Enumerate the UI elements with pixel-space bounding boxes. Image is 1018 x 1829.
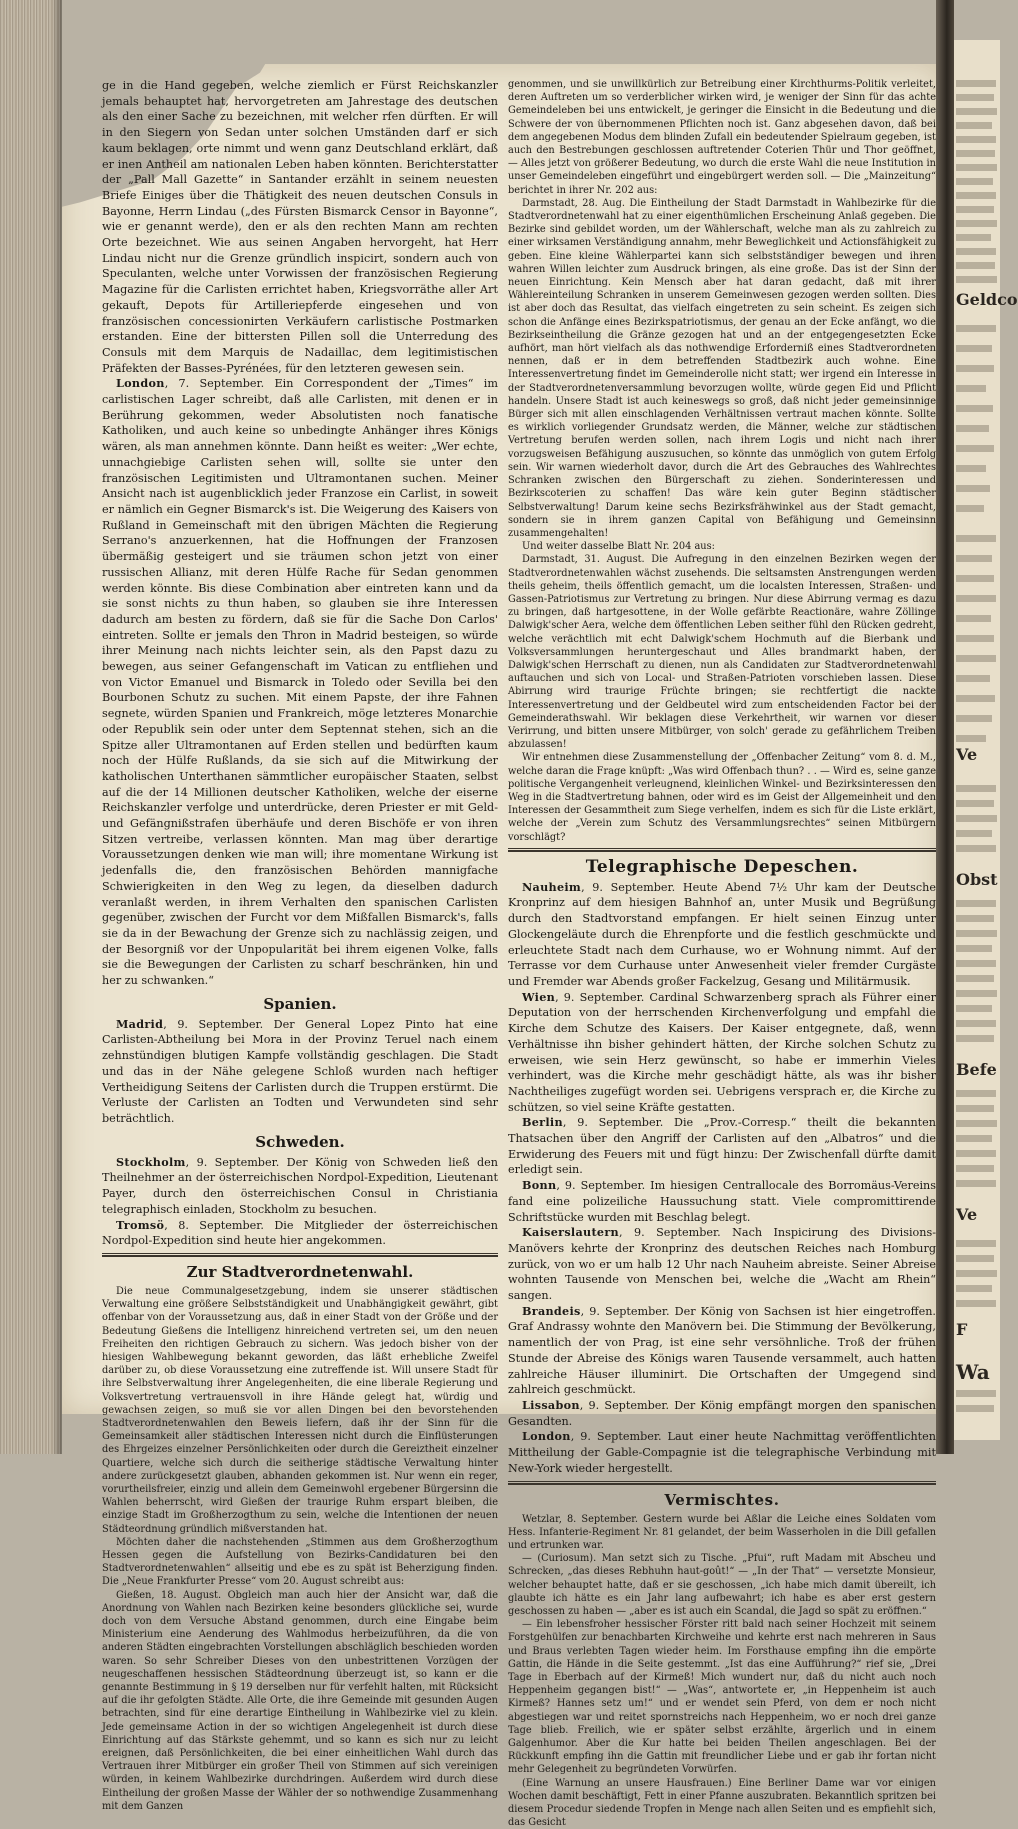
wahl-continued: genommen, und sie unwillkürlich zur Betreibung einer Kirchthurms-Politik verleitet, deren Auftreten um so verderblicher wirken wird, je weniger der Sinn für das achte Gemeindeleben bei uns entwickelt, je geringer die Einsicht in die Bedeutung und die Schwere der von übernommenen Pflichten noch ist. Ganz abgesehen davon, daß bei dem angegebenen Modus dem blinden Zufall ein bedeutender Spielraum gegeben, ist auch den Bestrebungen geschlossen auftretender Coterien Thür und Thor geöffnet, — Alles jetzt von größerer Bedeutung, wo durch die erste Wahl die neue Institution in unser Gemeindeleben eingeführt und eingebürgert werden soll. — Die „Mainzeitung“ berichtet in ihrer Nr. 202 aus: (508, 79, 936, 196)
adjacent-page (954, 40, 1018, 1440)
divider (508, 1483, 936, 1485)
article-london-2-text: , 9. September. Laut einer heute Nachmittag veröffentlichten Mittheilung der Gable-Compagnie ist die telegraphische Verbindung mit New-York wieder hergestellt. (508, 1430, 936, 1475)
article-offenbach: Wir entnehmen diese Zusammenstellung der „Offenbacher Zeitung“ vom 8. d. M., welche daran die Frage knüpft: „Was wird Offenbach thun? . . — Wird es, seine ganze politische Vergangenheit verleugnend, kleinlichen Winkel- und Bezirksinteressen den Weg in die Stadtvertretung bahnen, oder wird es im Geist der Allgemeinheit und den Interessen der Gesammtheit zum Siege verhelfen, indem es sich für die Liste erklärt, welche der „Verein zum Schutz des Versammlungsrechtes“ seinen Mitbürgern vorschlägt? (508, 752, 936, 843)
section-heading-spanien: Spanien. (263, 994, 337, 1013)
section-heading-schweden: Schweden. (255, 1132, 345, 1151)
article-continued: ge in die Hand gegeben, welche ziemlich er Fürst Reichskanzler jemals behauptet hat, hervorgetreten am Jahrestage des deutschen als den einer Sache zu bezeichnen, mit welcher rfen dürften. Er will in den Siegern von Sedan unter solchen Umständen darf er sich kaum beklagen, orte nimmt und wenn ganz Deutschland erklärt, daß er inen Antheil am nationalen Leben haben könnten. Berichterstatter der „Pall Mall Gazette“ in Santander erzählt in seinem neuesten Briefe Einiges über die Thätigkeit des neuen deutschen Consuls in Bayonne, Herrn Lindau („des Fürsten Bismarck Censor in Bayonne“, wie er genannt werde), den er als den rechten Mann am rechten Orte bezeichnet. Wie aus seinen Angaben hervorgeht, hat Herr Lindau nicht nur die Grenze gründlich inspicirt, sondern auch von Speculanten, welche unter Vorwissen der französischen Regierung Magazine für die Carlisten errichtet haben, Kriegsvorräthe aller Art gekauft, Depots für Artilleriepferde eingesehen und von französischen concessionirten Verkäufern carlistische Postmarken erstanden. Eine der bittersten Pillen soll die Unterredung des Consuls mit dem Marquis de Nadaillac, dem legitimistischen Präfekten der Basses-Pyrénées, für den letzteren gewesen sein. (102, 79, 498, 375)
section-heading-vermischtes: Vermischtes. (664, 1490, 780, 1509)
adjacent-heading-5: Ve (956, 1205, 978, 1224)
article-madrid-text: , 9. September. Der General Lopez Pinto hat eine Carlisten-Abtheilung bei Mora in der Provinz Teruel nach einem zehnstündigen blutigen Kampfe vollständig geschlagen. Die Stadt und das in der Nähe gelegene Schloß wurden nach heftiger Vertheidigung Seitens der Carlisten durch die Truppen erstürmt. Die Verluste der Carlisten an Todten und Verwundeten sind sehr beträchtlich. (102, 1017, 498, 1125)
article-wien-text: , 9. September. Cardinal Schwarzenberg sprach als Führer einer Deputation von der herrschenden Kirchenverfolgung und empfahl die Kirche dem Schutze des Kaisers. Der Kaiser entgegnete, daß, wenn Verhältnisse ihn bisher gehindert hätten, der Kirche solchen Schutz zu erweisen, wie sein Herz gewünscht, so habe er immerhin Vieles verhindert, was die Kirche mehr geschädigt hätte, als was ihr bisher Nachtheiliges zugefügt worden sei. Uebrigens versprach er, die Kirche zu schützen, so viel seine Kräfte gestatten. (508, 990, 936, 1114)
article-nauheim-text: , 9. September. Heute Abend 7½ Uhr kam der Deutsche Kronprinz auf dem hiesigen Bahnhof an, unter Musik und Begrüßung durch den Stadtvorstand empfangen. Er hielt seinen Einzug unter Glockengeläute durch die Ehrenpforte und die festlich geschmückte und erleuchtete Stadt nach dem Curhause, wo er Wohnung nimmt. Auf der Terrasse vor dem Curhause unter Anwesenheit vieler fremder Curgäste und Fremder war Abends großer Fackelzug, Gesang und Militärmusik. (508, 880, 936, 988)
adjacent-heading-3: Obst (956, 870, 998, 889)
dateline-london: London (116, 376, 165, 391)
dateline-tromso: Tromsö (116, 1217, 165, 1232)
adjacent-heading-7: Wa (956, 1360, 990, 1384)
article-bonn (508, 1178, 936, 1225)
dateline-kaiserslautern: Kaiserslautern (522, 1225, 619, 1240)
article-london-text: , 7. September. Ein Correspondent der „Times“ im carlistischen Lager schreibt, daß alle Carlisten, mit denen er in Berührung gekommen, weder Absolutisten noch fanatische Katholiken, und auch keine so unbedingte Anhänger ihres Königs wären, als man annehmen könnte. Dann heißt es weiter: „Wer echte, unnachgiebige Carlisten sehen will, sollte sie unter den französischen Legitimisten und Ultramontanen suchen. Meiner Ansicht nach ist augenblicklich jeder Franzose ein Carlist, in soweit er nämlich ein Gegner Bismarck's ist. Die Weigerung des Kaisers von Rußland in Gemeinschaft mit den übrigen Mächten die Regierung Serrano's anzuerkennen, hat die Hoffnungen der Franzosen übermäßig gesteigert und sie träumen schon jetzt von einer russischen Allianz, mit deren Hülfe Rache für Sedan genommen werden könnte. Bis diese Combination aber eintreten kann und da sie sonst nichts zu thun haben, so glauben sie ihre Interessen dadurch am besten zu fördern, daß sie für die Sache Don Carlos' eintreten. Sollte er jemals den Thron in Madrid besteigen, so würde ihrer Meinung nach nichts leichter sein, als den Papst dazu zu bewegen, aus seiner Gefangenschaft im Vatican zu entfliehen und von Victor Emanuel und Bismarck in Toledo oder Sevilla bei den Bourbonen Schutz zu suchen. Mit einem Papste, der ihre Fahnen segnete, würden Spanien und Frankreich, möge letzteres Monarchie oder Republik sein oder unter dem Septennat stehen, sich an die Spitze aller Ultramontanen auf Erden stellen und bedürften kaum noch der Hülfe Rußlands, da sie sich auf die Mitwirkung der katholischen Unterthanen sämmtlicher europäischer Staaten, selbst auf die der 14 Millionen deutscher Katholiken, welche der eiserne Reichskanzler verfolge und unterdrücke, deren Priester er mit Geld- und Gefängnißstrafen überhäufe und deren Bischöfe er von ihren Sitzen vertreibe, verlassen könnten. Man mag über derartige Voraussetzungen denken wie man will; ihre momentane Wirkung ist jedenfalls die, den französischen Behörden mannigfache Schwierigkeiten in den Weg zu legen, da dieselben dadurch veranlaßt werden, in ihrem Verhalten den spanischen Carlisten gegenüber, zwischen der Furcht vor dem Mißfallen Bismarck's, falls sie da in der Bewachung der Grenze sich zu nachlässig zeigen, und der Besorgniß vor der Unpopularität bei ihrem eigenen Volke, falls sie die Bewegungen der Carlisten zu scharf beschränken, hin und her zu schwanken.“ (102, 377, 498, 988)
column-right (508, 78, 937, 1829)
dateline-lissabon: Lissabon (522, 1397, 580, 1412)
article-london (102, 376, 498, 988)
article-berlin (508, 1115, 936, 1178)
dateline-stockholm: Stockholm (116, 1154, 186, 1169)
article-wetzlar: Wetzlar, 8. September. Gestern wurde bei Aßlar die Leiche eines Soldaten vom Hess. Infanterie-Regiment Nr. 81 gelandet, der beim Wasserholen in die Dill gefallen und ertrunken war. (508, 1513, 936, 1551)
adjacent-heading-2: Ve (956, 745, 978, 764)
article-stockholm (102, 1155, 498, 1218)
wahl-paragraph-1: Die neue Communalgesetzgebung, indem sie unserer städtischen Verwaltung eine größere Selbstständigkeit und Unabhängigkeit gewährt, gibt offenbar von der Voraussetzung aus, daß in einer Stadt von der Größe und der Bedeutung Gießens die Intelligenz hinreichend vertreten sei, um den neuen Freiheiten den richtigen Gebrauch zu sichern. Was jedoch bisher von der hiesigen Wahlbewegung bekannt geworden, das läßt erhebliche Zweifel darüber zu, ob diese Voraussetzung eine zutreffende ist. Will unsere Stadt für ihre Selbstverwaltung ihrer Angelegenheiten, die eine liberale Regierung und Volksvertretung vertrauensvoll in ihre Hände gelegt hat, würdig und gewachsen zeigen, so muß sie vor allen Dingen bei den bevorstehenden Stadtverordnetenwahlen den Beweis liefern, daß ihr der Sinn für die Gemeinsamkeit aller städtischen Interessen nicht durch die Einflüsterungen des Ehrgeizes einzelner Persönlichkeiten oder durch die Gereiztheit einzelner Quartiere, welche sich durch die seitherige städtische Verwaltung hinter andere zurückgesetzt glauben, abhanden gekommen ist. Nur wenn ein reger, vorurtheilsfreier, einzig und allein dem Gemeinwohl ergebener Bürgersinn die Wahlen beherrscht, wird Gießen der traurige Ruhm erspart bleiben, die einzige Stadt im Großherzogthum zu sein, welche die Intentionen der neuen Städteordnung gründlich mißverstanden hat. (102, 1285, 498, 1535)
article-london-2 (508, 1429, 936, 1476)
article-foerster: — Ein lebensfroher hessischer Förster ritt bald nach seiner Hochzeit mit seinem Forstgehülfen zur benachbarten Kirchweihe und kehrte erst nach mehreren in Saus und Braus verlebten Tagen wieder heim. Im Forsthause empfing ihn die empörte Gattin, die Hände in die Seite gestemmt. „Ist das eine Aufführung?“ rief sie, „Drei Tage in Eberbach auf der Kirmeß! Mich wundert nur, daß du nicht auch noch Heppenheim gegangen bist!“ — „Was“, antwortete er, „in Heppenheim ist auch Kirmeß? Hannes setz um!“ und er wendet sein Pferd, von dem er noch nicht abgestiegen war und reitet spornstreichs nach Heppenheim, wo er noch drei ganze Tage blieb. Freilich, wie er später selbst erzählte, ärgerlich und in einem Galgenhumor. Aber die Kur hatte bei beiden Theilen angeschlagen. Bei der Rückkunft empfing ihn die Gattin mit freundlicher Liebe und er gab ihr fortan nicht mehr Gelegenheit zu begründeten Vorwürfen. (508, 1619, 936, 1776)
dateline-nauheim: Nauheim (522, 879, 582, 894)
article-tromso-text: , 8. September. Die Mitglieder der österreichischen Nordpol-Expedition sind heute hier angekommen. (102, 1218, 498, 1248)
dateline-bonn: Bonn (522, 1178, 557, 1193)
divider (102, 1253, 498, 1254)
book-gutter (936, 0, 954, 1454)
dateline-wien: Wien (522, 989, 556, 1004)
article-kaiserslautern (508, 1225, 936, 1304)
article-curiosum: — (Curiosum). Man setzt sich zu Tische. „Pfui“, ruft Madam mit Abscheu und Schrecken, „das dieses Rebhuhn haut-goût!“ — „In der That“ — versetzte Monsieur, welcher behauptet hatte, daß er sie geschossen, „ich habe mich damit übereilt, ich glaubte ich hätte es ein Jahr lang aufbewahrt; ich habe es aber erst gestern geschossen zu haben — „aber es ist auch ein Scandal, die Jagd so spät zu eröffnen.“ (508, 1553, 936, 1617)
article-madrid (102, 1017, 498, 1127)
adjacent-heading-4: Befe (956, 1060, 997, 1079)
article-nauheim (508, 880, 936, 990)
column-left (102, 78, 498, 1812)
article-lissabon-text: , 9. September. Der König empfängt morgen den spanischen Gesandten. (508, 1398, 936, 1428)
article-tromso (102, 1218, 498, 1249)
article-wien (508, 990, 936, 1116)
divider (508, 850, 936, 852)
dateline-berlin: Berlin (522, 1115, 563, 1130)
divider (508, 1481, 936, 1482)
article-kaiserslautern-text: , 9. September. Nach Inspicirung des Divisions-Manövers kehrte der Kronprinz des deutschen Reiches nach Homburg zurück, von wo er um halb 12 Uhr nach Nauheim abreiste. Seiner Abreise wohnten Tausende von Menschen bei, welche die „Wacht am Rhein“ sangen. (508, 1226, 936, 1303)
note-darmstadt: Und weiter dasselbe Blatt Nr. 204 aus: (522, 541, 715, 553)
book-edge-left (0, 0, 62, 1454)
dateline-madrid: Madrid (116, 1016, 164, 1031)
section-heading-wahl: Zur Stadtverordnetenwahl. (186, 1262, 414, 1281)
divider (508, 848, 936, 849)
adjacent-heading-1: Geldco (956, 290, 1018, 309)
article-warnung: (Eine Warnung an unsere Hausfrauen.) Eine Berliner Dame war vor einigen Wochen damit beschäftigt, Fett in einer Pfanne auszubraten. Bekanntlich spritzen bei diesem Procedur siedende Tropfen in Menge nach allen Seiten und es empfiehlt sich, das Gesicht (508, 1777, 936, 1829)
article-berlin-text: , 9. September. Die „Prov.-Corresp.“ theilt die bekannten Thatsachen über den Angriff der Carlisten auf den „Albatros“ und die Erwiderung des Feuers mit und fügt hinzu: Der Zwischenfall dürfte damit erledigt sein. (508, 1116, 936, 1177)
article-brandeis (508, 1304, 936, 1398)
article-lissabon (508, 1398, 936, 1429)
article-darmstadt-2: Darmstadt, 31. August. Die Aufregung in den einzelnen Bezirken wegen der Stadtverordnetenwahlen wächst zusehends. Die seltsamsten Anstrengungen werden theils geheim, theils öffentlich gemacht, um die localsten Interessen, Straßen- und Gassen-Patriotismus zur Vertretung zu bringen. Nur diese Abirrung vermag es dazu zu bringen, daß hartgesottene, in der Wolle gefärbte Reactionäre, wahre Zöllinge Dalwigk'scher Aera, welche dem öffentlichen Leben seither fühl den Rücken gedreht, welche verächtlich mit echt Dalwigk'schem Hochmuth auf die Bierbank und Volksversammlungen heruntergeschaut und Alles brandmarkt haben, der Dalwigk'schen Herrschaft zu dienen, nun als Candidaten zur Stadtverordnetenwahl auftauchen und sich von Local- und Straßen-Patrioten vorschieben lassen. Diese Abirrung wird traurige Früchte bringen; sie rechtfertigt die nackte Interessenvertretung und der Geldbeutel wird zum entscheidenden Factor bei der Gemeinderathswahl. Wir beklagen diese Verkehrtheit, wir warnen vor dieser Verirrung, und bitten unsere Mitbürger, von solch' gerade zu gefährlichem Treiben abzulassen! (508, 554, 936, 751)
section-heading-telegraphische-depeschen: Telegraphische Depeschen. (585, 856, 859, 877)
article-stockholm-text: , 9. September. Der König von Schweden ließ den Theilnehmer an der österreichischen Nordpol-Expedition, Lieutenant Payer, durch den österreichischen Consul in Christiania telegraphisch einladen, Stockholm zu besuchen. (102, 1155, 498, 1216)
wahl-paragraph-2: Möchten daher die nachstehenden „Stimmen aus dem Großherzogthum Hessen gegen die Aufstellung von Bezirks-Candidaturen bei den Stadtverordnetenwahlen“ allseitig und ebe es zu spät ist Beherzigung finden. Die „Neue Frankfurter Presse“ vom 20. August schreibt aus: (102, 1536, 498, 1588)
adjacent-heading-6: F (956, 1320, 968, 1339)
dateline-london-2: London (522, 1429, 571, 1444)
article-giessen: Gießen, 18. August. Obgleich man auch hier der Ansicht war, daß die Anordnung von Wahlen nach Bezirken keine besonders glückliche sei, wurde doch von dem Versuche Abstand genommen, durch eine Eingabe beim Ministerium eine Aenderung des Wahlmodus herbeizuführen, da die von anderen Städten eingebrachten Vorstellungen abschläglich beschieden worden waren. So sehr Schreiber Dieses von den unbestrittenen Vorzügen der neugeschaffenen hessischen Städteordnung überzeugt ist, so kann er die genannte Bestimmung in § 19 derselben nur für verfehlt halten, mit Rücksicht auf die ihr gefolgten Städte. Alle Orte, die ihre Gemeinde mit gesunden Augen betrachten, sind für eine derartige Eintheilung in Wahlbezirke viel zu klein. Jede gemeinsame Action in der so wichtigen Angelegenheit ist durch diese Einrichtung auf das Stärkste gehemmt, und so kann es sich nur zu leicht ereignen, daß Persönlichkeiten, die bei einer einheitlichen Wahl durch das Vertrauen ihrer Mitbürger ein großer Theil von Stimmen auf sich vereinigen würden, in keinem Wahlbezirke durchdringen. Außerdem wird durch diese Eintheilung der großen Masse der Wähler der so nothwendige Zusammenhang mit dem Ganzen (102, 1589, 498, 1812)
article-bonn-text: , 9. September. Im hiesigen Centrallocale des Borromäus-Vereins fand eine polizeiliche Haussuchung statt. Viele compromittirende Schriftstücke wurden mit Beschlag belegt. (508, 1179, 936, 1224)
divider (102, 1255, 498, 1257)
article-darmstadt-1: Darmstadt, 28. Aug. Die Eintheilung der Stadt Darmstadt in Wahlbezirke für die Stadtverordnetenwahl hat zu einer eigenthümlichen Erscheinung Anlaß gegeben. Die Bezirke sind gebildet worden, um der Wählerschaft, welche man als zu zahlreich zu einer wirksamen Verständigung annahm, mehr Beweglichkeit und Actionsfähigkeit zu geben. Eine kleine Wählerpartei kann sich selbstständiger bewegen und ihren wahren Willen leichter zum Ausdruck bringen, als eine große. Das ist der Sinn der neuen Einrichtung. Kein Mensch aber hat daran gedacht, daß mit ihrer Wählereinteilung Schranken in unserem Gemeinwesen gezogen werden sollten. Dies ist aber doch das Resultat, das vielfach eingetreten zu sein scheint. Es zeigen sich schon die Anfänge eines Bezirkspatriotismus, der genau an der Ecke anfängt, wo die Bezirkseintheilung die Gränze gezogen hat und an der entgegengesetzten Ecke aufhört, man hört vielfach als das nothwendige Erforderniß eines Stadtverordneten nennen, daß er in dem betreffenden Stadtbezirk auch wohne. Eine Interessenvertretung findet im Gemeinderolle nicht statt; wer irgend ein Interesse in der Stadtverordnetenversammlung bevorzugen wollte, würde gegen Eid und Pflicht handeln. Unsere Stadt ist auch keineswegs so groß, daß nicht jeder gemeinsinnige Bürger sich mit allen einschlagenden Verhältnissen vertraut machen könnte. Sollte es wirklich vorliegender Grundsatz werden, die Männer, welche zur städtischen Vertretung berufen werden sollen, nach ihrem Logis und nicht nach ihrer vorzugsweisen Befähigung auszusuchen, so könnte das unmöglich von gutem Erfolg sein. Wir warnen wiederholt davor, durch die Art des Gebrauches des Wahlrechtes Schranken zwischen den Bürgerschaft zu ziehen. Sonderinteressen und Bezirkscoterien zu schaffen! Das wäre kein guter Beginn städtischer Selbstverwaltung! Darum keine sechs Bezirksfrähwinkel aus der Stadt gemacht, sondern sie in ihrem ganzen Capital von Befähigung und Gemeinsinn zusammengehalten! (508, 197, 937, 539)
dateline-brandeis: Brandeis (522, 1303, 581, 1318)
article-brandeis-text: , 9. September. Der König von Sachsen ist hier eingetroffen. Graf Andrassy wohnte den Manövern bei. Die Stimmung der Bevölkerung, namentlich der von Prag, ist eine sehr versöhnliche. Troß der frühen Stunde der Abreise des Königs waren Tausende versammelt, auch hatten zahlreiche Häuser illuminirt. Die Ortschaften der Umgegend sind zahlreich geschmückt. (508, 1304, 936, 1397)
